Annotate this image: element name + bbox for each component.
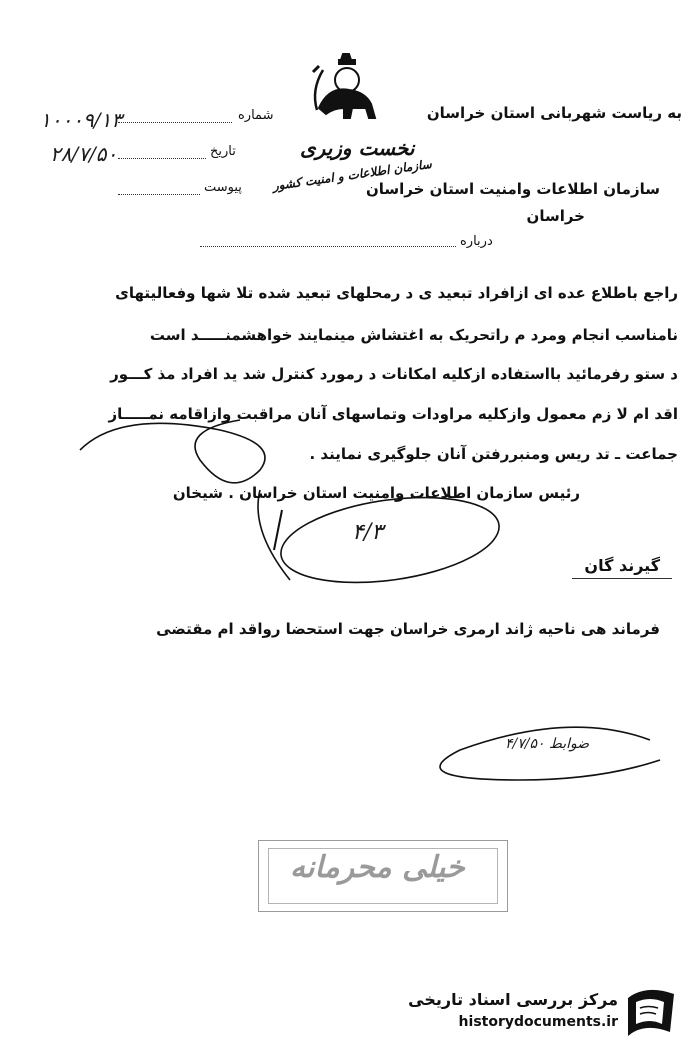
organization-stamp-text: سازمان اطلاعات و امنیت کشور (271, 156, 433, 194)
organization-line: سازمان اطلاعات وامنیت استان خراسان (365, 180, 660, 198)
recipients-heading: گیرند گان (584, 556, 660, 575)
body-line: جماعت ـ تد ریس ومنبررفتن آنان جلوگیری نمایند . (309, 445, 678, 463)
footer-title: مرکز بررسی اسناد تاریخی (408, 990, 618, 1009)
body-line: راجع باطلاع عده ای ازافراد تبعید ی د رمحلهای تبعید شده تلا شها وفعالیتهای (115, 284, 678, 302)
date-label: تاریخ (210, 144, 236, 159)
body-line: نامناسب انجام ومرد م راتحریک به اغتشاش مینمایند خواهشمنـــــد است (149, 326, 678, 344)
body-line: د ستو رفرمائید بااستفاده ازکلیه امکانات د رمورد کنترل شد ید افراد مذ کـــور (110, 365, 678, 383)
region-line: خراسان (526, 207, 585, 225)
attachment-dotline (118, 194, 200, 195)
date-dotline (118, 158, 206, 159)
recipients-underline (572, 578, 672, 579)
number-label: شماره (238, 108, 274, 123)
number-dotline (118, 122, 232, 123)
attachment-label: پیوست (204, 180, 242, 195)
handwritten-bottom-loop (425, 720, 665, 790)
recipients-line: فرماند هی ناحیه ژاند ارمری خراسان جهت استحضا رواقد ام مقتضی (156, 620, 660, 638)
lion-and-sun-emblem (305, 50, 385, 126)
circled-note: ۴/۳ (352, 520, 384, 545)
handwritten-bottom-note: ضوابط ۴/۷/۵۰ (505, 736, 590, 752)
book-logo-icon (622, 984, 682, 1040)
addressee-line: به ریاست شهربانی استان خراسان (426, 104, 682, 122)
number-value: ۱۰۰۰۹/۱۳ (40, 108, 122, 132)
confidential-stamp-text: خیلی محرمانه (290, 850, 465, 885)
ministry-header: نخست وزیری (300, 136, 415, 160)
signature-line: رئیس سازمان اطلاعات وامنیت استان خراسان . شیخان (172, 484, 580, 502)
body-line: اقد ام لا زم معمول وازکلیه مراودات وتماسهای آنان مراقبت وازاقامه نمـــــاز (108, 405, 678, 423)
subject-dotline (200, 246, 456, 247)
subject-label: درباره (460, 234, 493, 249)
date-value: ۲۸/۷/۵۰ (50, 142, 118, 166)
handwritten-loop-mark (60, 390, 520, 590)
footer-url: historydocuments.ir (458, 1014, 618, 1030)
